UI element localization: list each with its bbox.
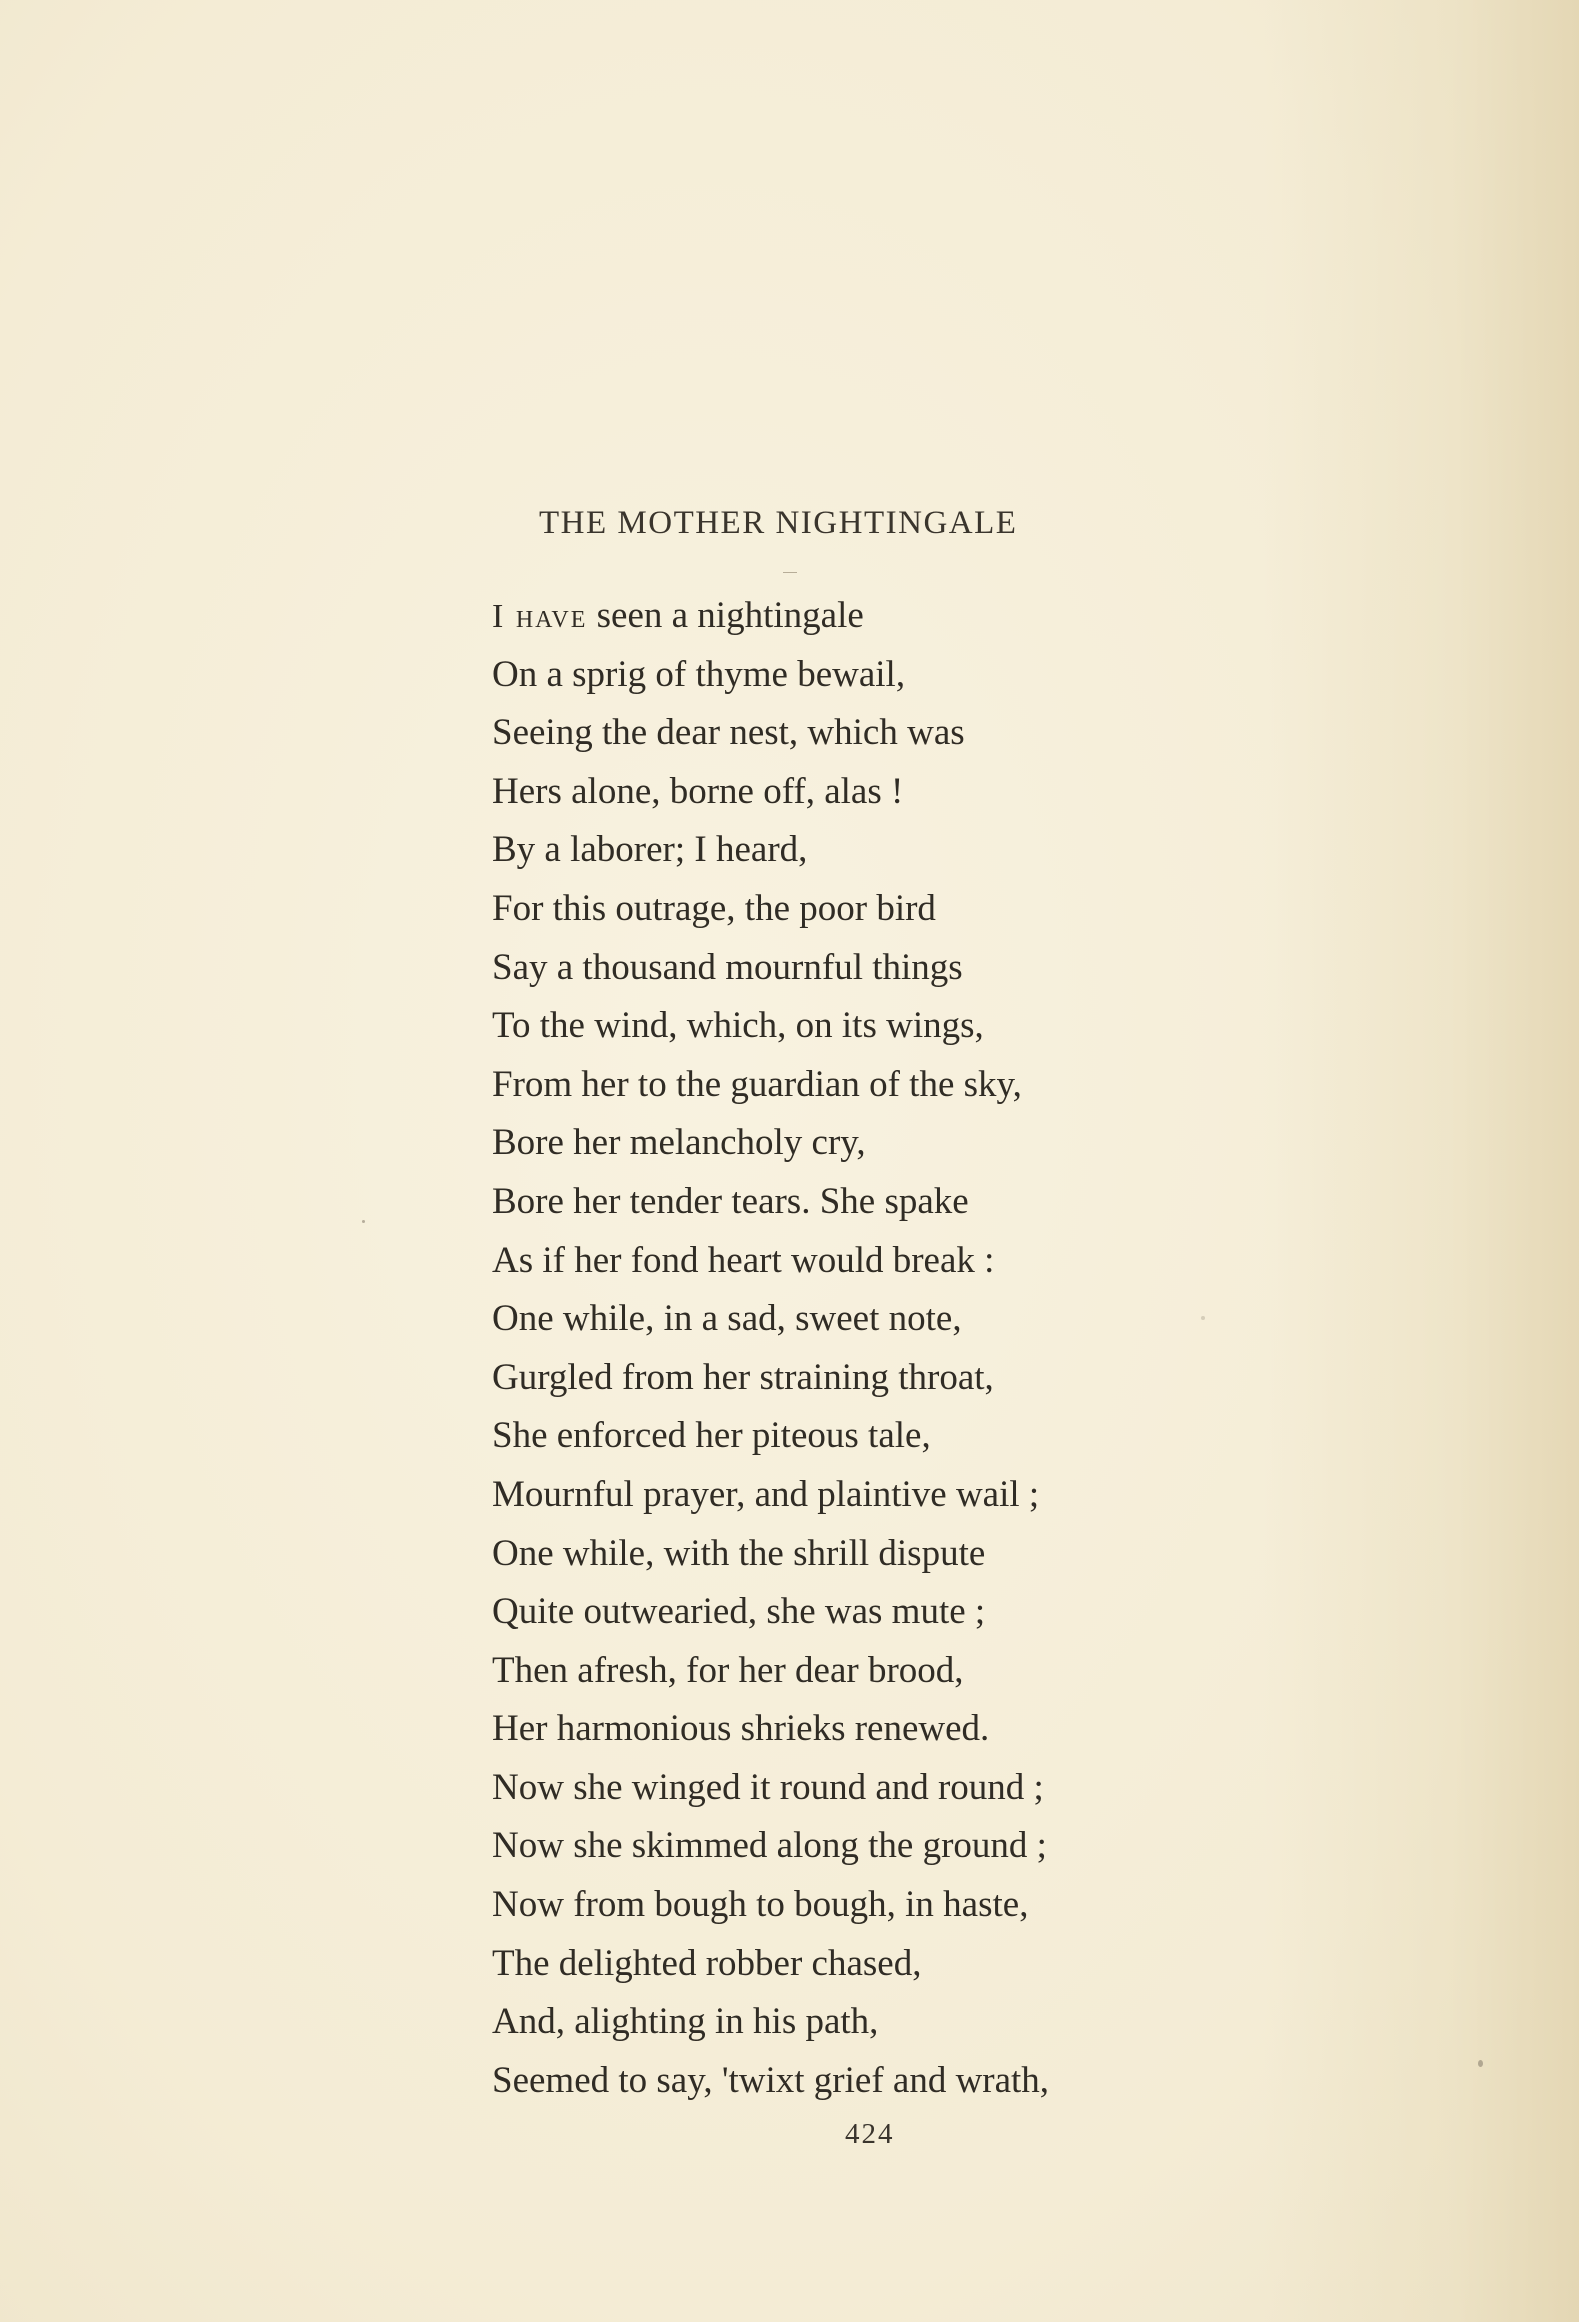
poem-line: To the wind, which, on its wings, bbox=[492, 1005, 984, 1047]
poem-line: Seeing the dear nest, which was bbox=[492, 712, 965, 754]
poem-line: Bore her tender tears. She spake bbox=[492, 1180, 969, 1222]
poem-line: By a laborer; I heard, bbox=[492, 829, 808, 871]
poem-line: The delighted robber chased, bbox=[492, 1942, 922, 1984]
poem-line: Mournful prayer, and plaintive wail ; bbox=[492, 1473, 1040, 1515]
poem-line: From her to the guardian of the sky, bbox=[492, 1063, 1022, 1105]
poem-line: Then afresh, for her dear brood, bbox=[492, 1649, 964, 1691]
poem-line: Say a thousand mournful things bbox=[492, 946, 963, 988]
poem-line: Gurgled from her straining throat, bbox=[492, 1356, 994, 1398]
page-number: 424 bbox=[845, 2118, 895, 2150]
poem-line: Bore her melancholy cry, bbox=[492, 1122, 866, 1164]
poem-body bbox=[492, 587, 1492, 2110]
poem-line: Her harmonious shrieks renewed. bbox=[492, 1708, 990, 1750]
first-line-lead: I have bbox=[492, 598, 588, 635]
title-rule bbox=[783, 572, 797, 573]
poem-line: Now she winged it round and round ; bbox=[492, 1766, 1044, 1808]
poem-line: For this outrage, the poor bird bbox=[492, 887, 936, 929]
poem-line: Quite outwearied, she was mute ; bbox=[492, 1591, 986, 1633]
poem-line: She enforced her piteous tale, bbox=[492, 1415, 931, 1457]
poem-line: One while, with the shrill dispute bbox=[492, 1532, 986, 1574]
poem-line: Now from bough to bough, in haste, bbox=[492, 1884, 1029, 1926]
poem-line: As if her fond heart would break : bbox=[492, 1239, 995, 1281]
poem-line bbox=[492, 587, 1492, 646]
paper-speck bbox=[362, 1220, 365, 1223]
poem-line: Hers alone, borne off, alas ! bbox=[492, 770, 904, 812]
poem-title: THE MOTHER NIGHTINGALE bbox=[539, 505, 1018, 541]
poem-line: Seemed to say, 'twixt grief and wrath, bbox=[492, 2059, 1050, 2101]
poem-line: Now she skimmed along the ground ; bbox=[492, 1825, 1047, 1867]
poem-line: And, alighting in his path, bbox=[492, 2001, 879, 2043]
poem-line: One while, in a sad, sweet note, bbox=[492, 1298, 962, 1340]
first-line-rest: seen a nightingale bbox=[587, 595, 864, 636]
poem-line: On a sprig of thyme bewail, bbox=[492, 653, 906, 695]
